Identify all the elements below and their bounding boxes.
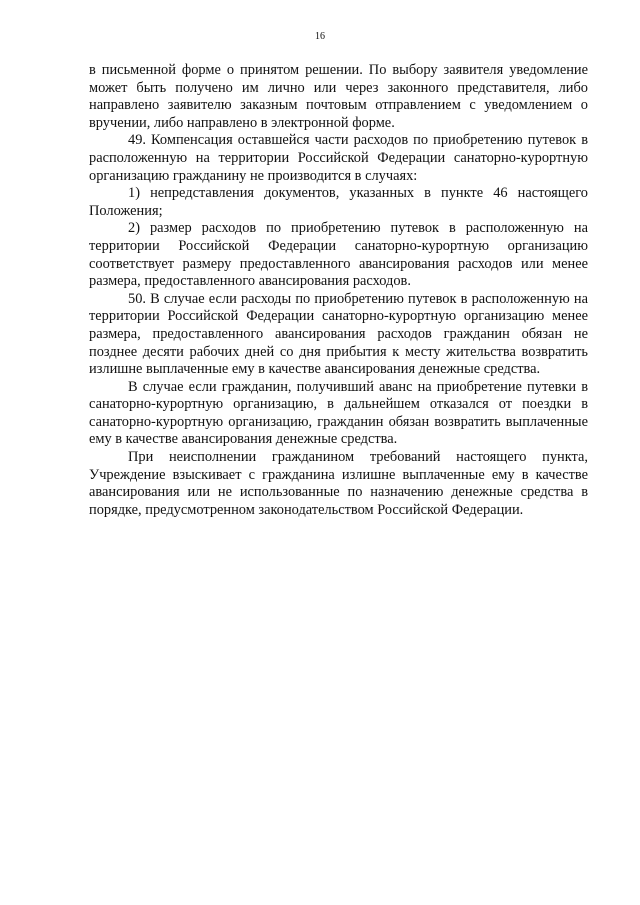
paragraph-continuation: в письменной форме о принятом решении. По выбору заявителя уведомление может быть получено им лично или через законного представителя, либо направлено заявителю заказным почтовым отправлением с уведомлением о вручении, либо направлено в электронной форме. (89, 62, 588, 131)
paragraph-item-49: 49. Компенсация оставшейся части расходов по приобретению путевок в расположенную на территории Российской Федерации санаторно-курортную организацию гражданину не производится в случаях: (89, 132, 588, 184)
paragraph-item-49-subpoint-2: 2) размер расходов по приобретению путевок в расположенную на территории Российской Федерации санаторно-курортную организацию соответствует размеру предоставленного авансирования расходов или менее размера, предоставленного авансирования расходов. (89, 220, 588, 290)
paragraph-item-50-recovery: При неисполнении гражданином требований настоящего пункта, Учреждение взыскивает с гражданина излишне выплаченные ему в качестве авансирования или не использованные по назначению денежные средства в порядке, предусмотренном законодательством Российской Федерации. (89, 449, 588, 518)
paragraph-item-50: 50. В случае если расходы по приобретению путевок в расположенную на территории Российской Федерации санаторно-курортную организацию менее размера, предоставленного авансирования расходов гражданин обязан не позднее десяти рабочих дней со дня прибытия к месту жительства возвратить излишне выплаченные ему в качестве авансирования денежные средства. (89, 290, 588, 378)
paragraph-item-50-refusal: В случае если гражданин, получивший аванс на приобретение путевки в санаторно-курортную организацию, в дальнейшем отказался от поездки в санаторно-курортную организацию, гражданин обязан возвратить выплаченные ему в качестве авансирования денежные средства. (89, 378, 588, 448)
paragraph-item-49-subpoint-1: 1) непредставления документов, указанных в пункте 46 настоящего Положения; (89, 185, 588, 219)
page-number: 16 (315, 31, 325, 42)
document-body (89, 62, 588, 519)
